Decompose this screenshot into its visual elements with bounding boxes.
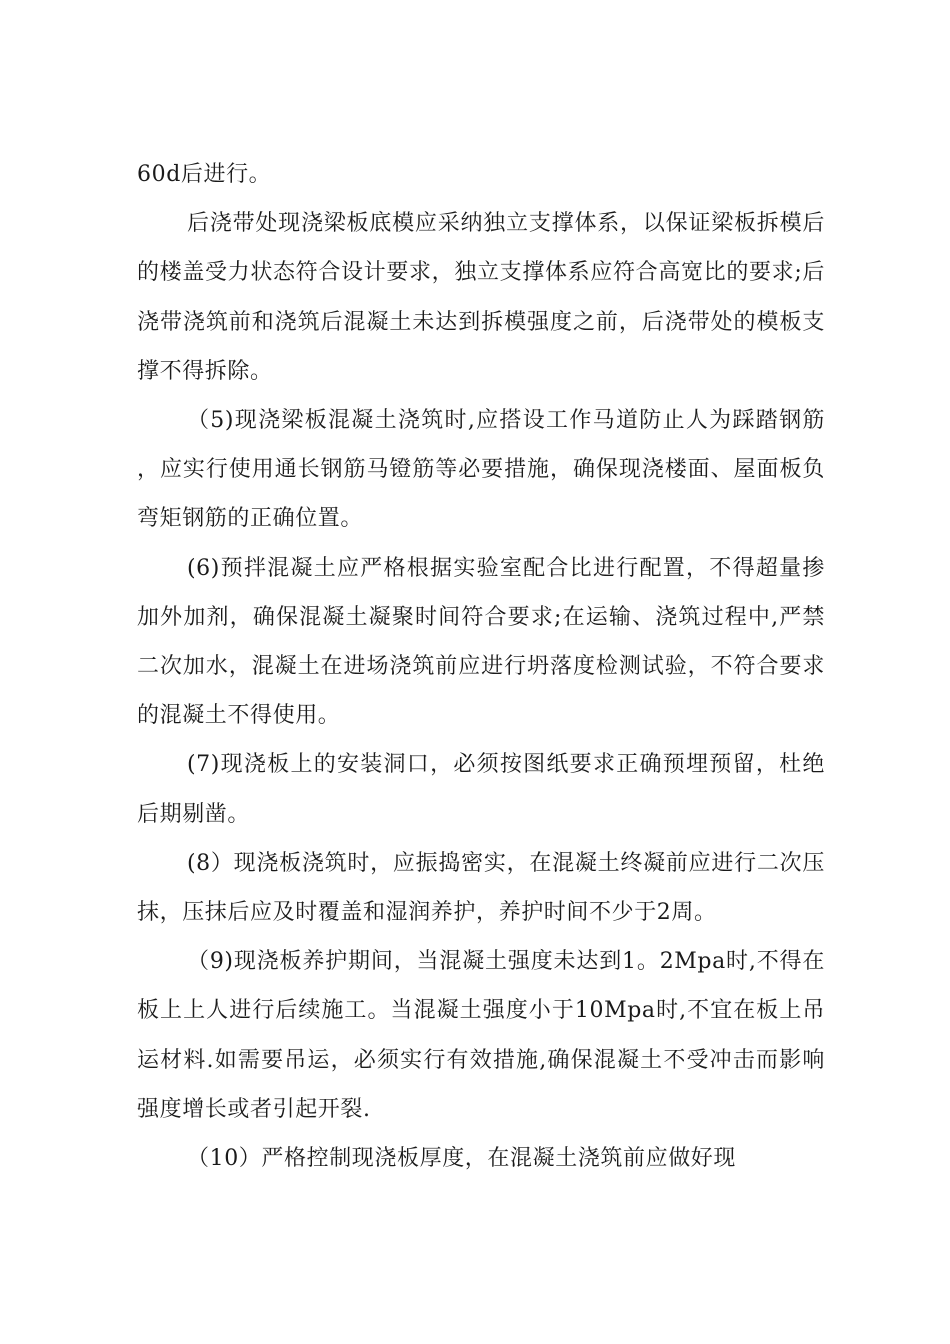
paragraph-8: （10）严格控制现浇板厚度，在混凝土浇筑前应做好现 (187, 1146, 736, 1172)
paragraph-3: （5)现浇梁板混凝土浇筑时,应搭设工作马道防止人为踩踏钢筋，应实行使用通长钢筋马镫筋等必要措施，确保现浇楼面、屋面板负弯矩钢筋的正确位置。 (137, 408, 825, 532)
paragraph-2: 后浇带处现浇梁板底模应采纳独立支撑体系，以保证梁板拆模后的楼盖受力状态符合设计要求，独立支撑体系应符合高宽比的要求;后浇带浇筑前和浇筑后混凝土未达到拆模强度之前，后浇带处的模板支撑不得拆除。 (137, 211, 825, 384)
paragraph-1: 60d后进行。 (137, 162, 272, 187)
paragraph-4: (6)预拌混凝土应严格根据实验室配合比进行配置，不得超量掺加外加剂，确保混凝土凝聚时间符合要求;在运输、浇筑过程中,严禁二次加水，混凝土在进场浇筑前应进行坍落度检测试验，不符合要求的混凝土不得使用。 (137, 555, 825, 729)
paragraph-7: （9)现浇板养护期间，当混凝土强度未达到1。2Mpa时,不得在板上上人进行后续施工。当混凝土强度小于10Mpa时,不宜在板上吊运材料.如需要吊运，必须实行有效措施,确保混凝土不受冲击而影响强度增长或者引起开裂. (137, 949, 825, 1122)
paragraph-5: (7)现浇板上的安装洞口，必须按图纸要求正确预埋预留，杜绝后期剔凿。 (137, 752, 825, 827)
document-body (137, 150, 825, 1183)
paragraph-6: (8）现浇板浇筑时，应振捣密实，在混凝土终凝前应进行二次压抹，压抹后应及时覆盖和湿润养护，养护时间不少于2周。 (137, 850, 825, 926)
